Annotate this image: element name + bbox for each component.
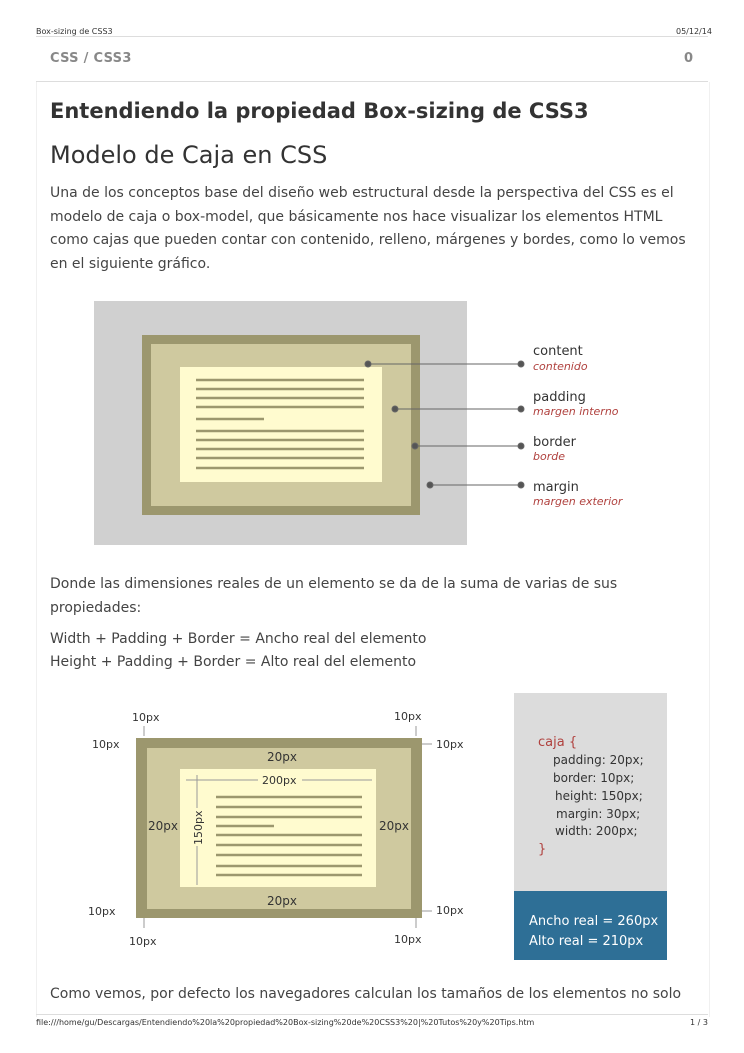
category-breadcrumb[interactable]: CSS / CSS3 [50, 51, 132, 66]
result-height: Alto real = 210px [529, 934, 644, 949]
formula-width: Width + Padding + Border = Ancho real del elemento [50, 631, 427, 647]
closing-paragraph: Como vemos, por defecto los navegadores calculan los tamaños de los elementos no solo [50, 986, 682, 1002]
dim-padding-right: 20px [379, 819, 409, 833]
label-padding: padding [533, 390, 586, 405]
dim-right-bottom: 10px [436, 904, 464, 917]
comment-count[interactable]: 0 [684, 51, 694, 66]
dim-bottom-left: 10px [129, 935, 157, 948]
article-title: Entendiendo la propiedad Box-sizing de CSS3 [50, 99, 589, 123]
formula-height: Height + Padding + Border = Alto real del elemento [50, 654, 417, 670]
dim-padding-top: 20px [267, 750, 297, 764]
dim-content-height: 150px [192, 810, 205, 845]
label-margin-es: margen exterior [533, 495, 623, 508]
header-divider [36, 36, 708, 37]
print-header-title: Box-sizing de CSS3 [36, 27, 113, 36]
content-area [180, 367, 382, 482]
box-dimensions-figure [86, 690, 676, 960]
dim-top-left: 10px [132, 711, 160, 724]
code-line-height: height: 150px; [555, 789, 643, 803]
dim-padding-bottom: 20px [267, 894, 297, 908]
print-header-date: 05/12/14 [676, 27, 712, 36]
dimensions-paragraph: Donde las dimensiones reales de un elemento se da de la suma de varias de sus propiedades: [50, 576, 618, 616]
code-line-margin: margin: 30px; [556, 807, 641, 821]
dim-padding-left: 20px [148, 819, 178, 833]
result-width: Ancho real = 260px [529, 914, 659, 929]
label-margin: margin [533, 480, 579, 495]
print-footer-page: 1 / 3 [690, 1018, 708, 1027]
label-border-es: borde [533, 450, 565, 463]
section-heading: Modelo de Caja en CSS [50, 141, 328, 169]
label-content: content [533, 344, 583, 359]
dim-content-width: 200px [262, 774, 297, 787]
label-border: border [533, 435, 576, 450]
dim-top-right: 10px [394, 710, 422, 723]
print-footer-url: file:///home/gu/Descargas/Entendiendo%20la%20propiedad%20Box-sizing%20de%20CSS3%20|%20Tutos%20y%20Tips.htm [36, 1018, 535, 1027]
label-content-es: contenido [533, 360, 588, 373]
code-close: } [538, 842, 547, 857]
intro-paragraph: Una de los conceptos base del diseño web estructural desde la perspectiva del CSS es el modelo de caja o box-model, que básicamente nos hace visualizar los elementos HTML como cajas que pueden contar con contenido, relleno, márgenes y bordes, como lo vemos en el siguiente gráfico. [50, 185, 686, 272]
dim-right-top: 10px [436, 738, 464, 751]
code-line-padding: padding: 20px; [553, 753, 644, 767]
code-selector: caja { [538, 735, 578, 750]
footer-divider [36, 1014, 708, 1015]
code-line-width: width: 200px; [555, 824, 638, 838]
label-padding-es: margen interno [533, 405, 619, 418]
box-model-figure [94, 301, 654, 547]
code-line-border: border: 10px; [553, 771, 635, 785]
dim-left-bottom: 10px [88, 905, 116, 918]
dim-left-top: 10px [92, 738, 120, 751]
dim-bottom-right: 10px [394, 933, 422, 946]
